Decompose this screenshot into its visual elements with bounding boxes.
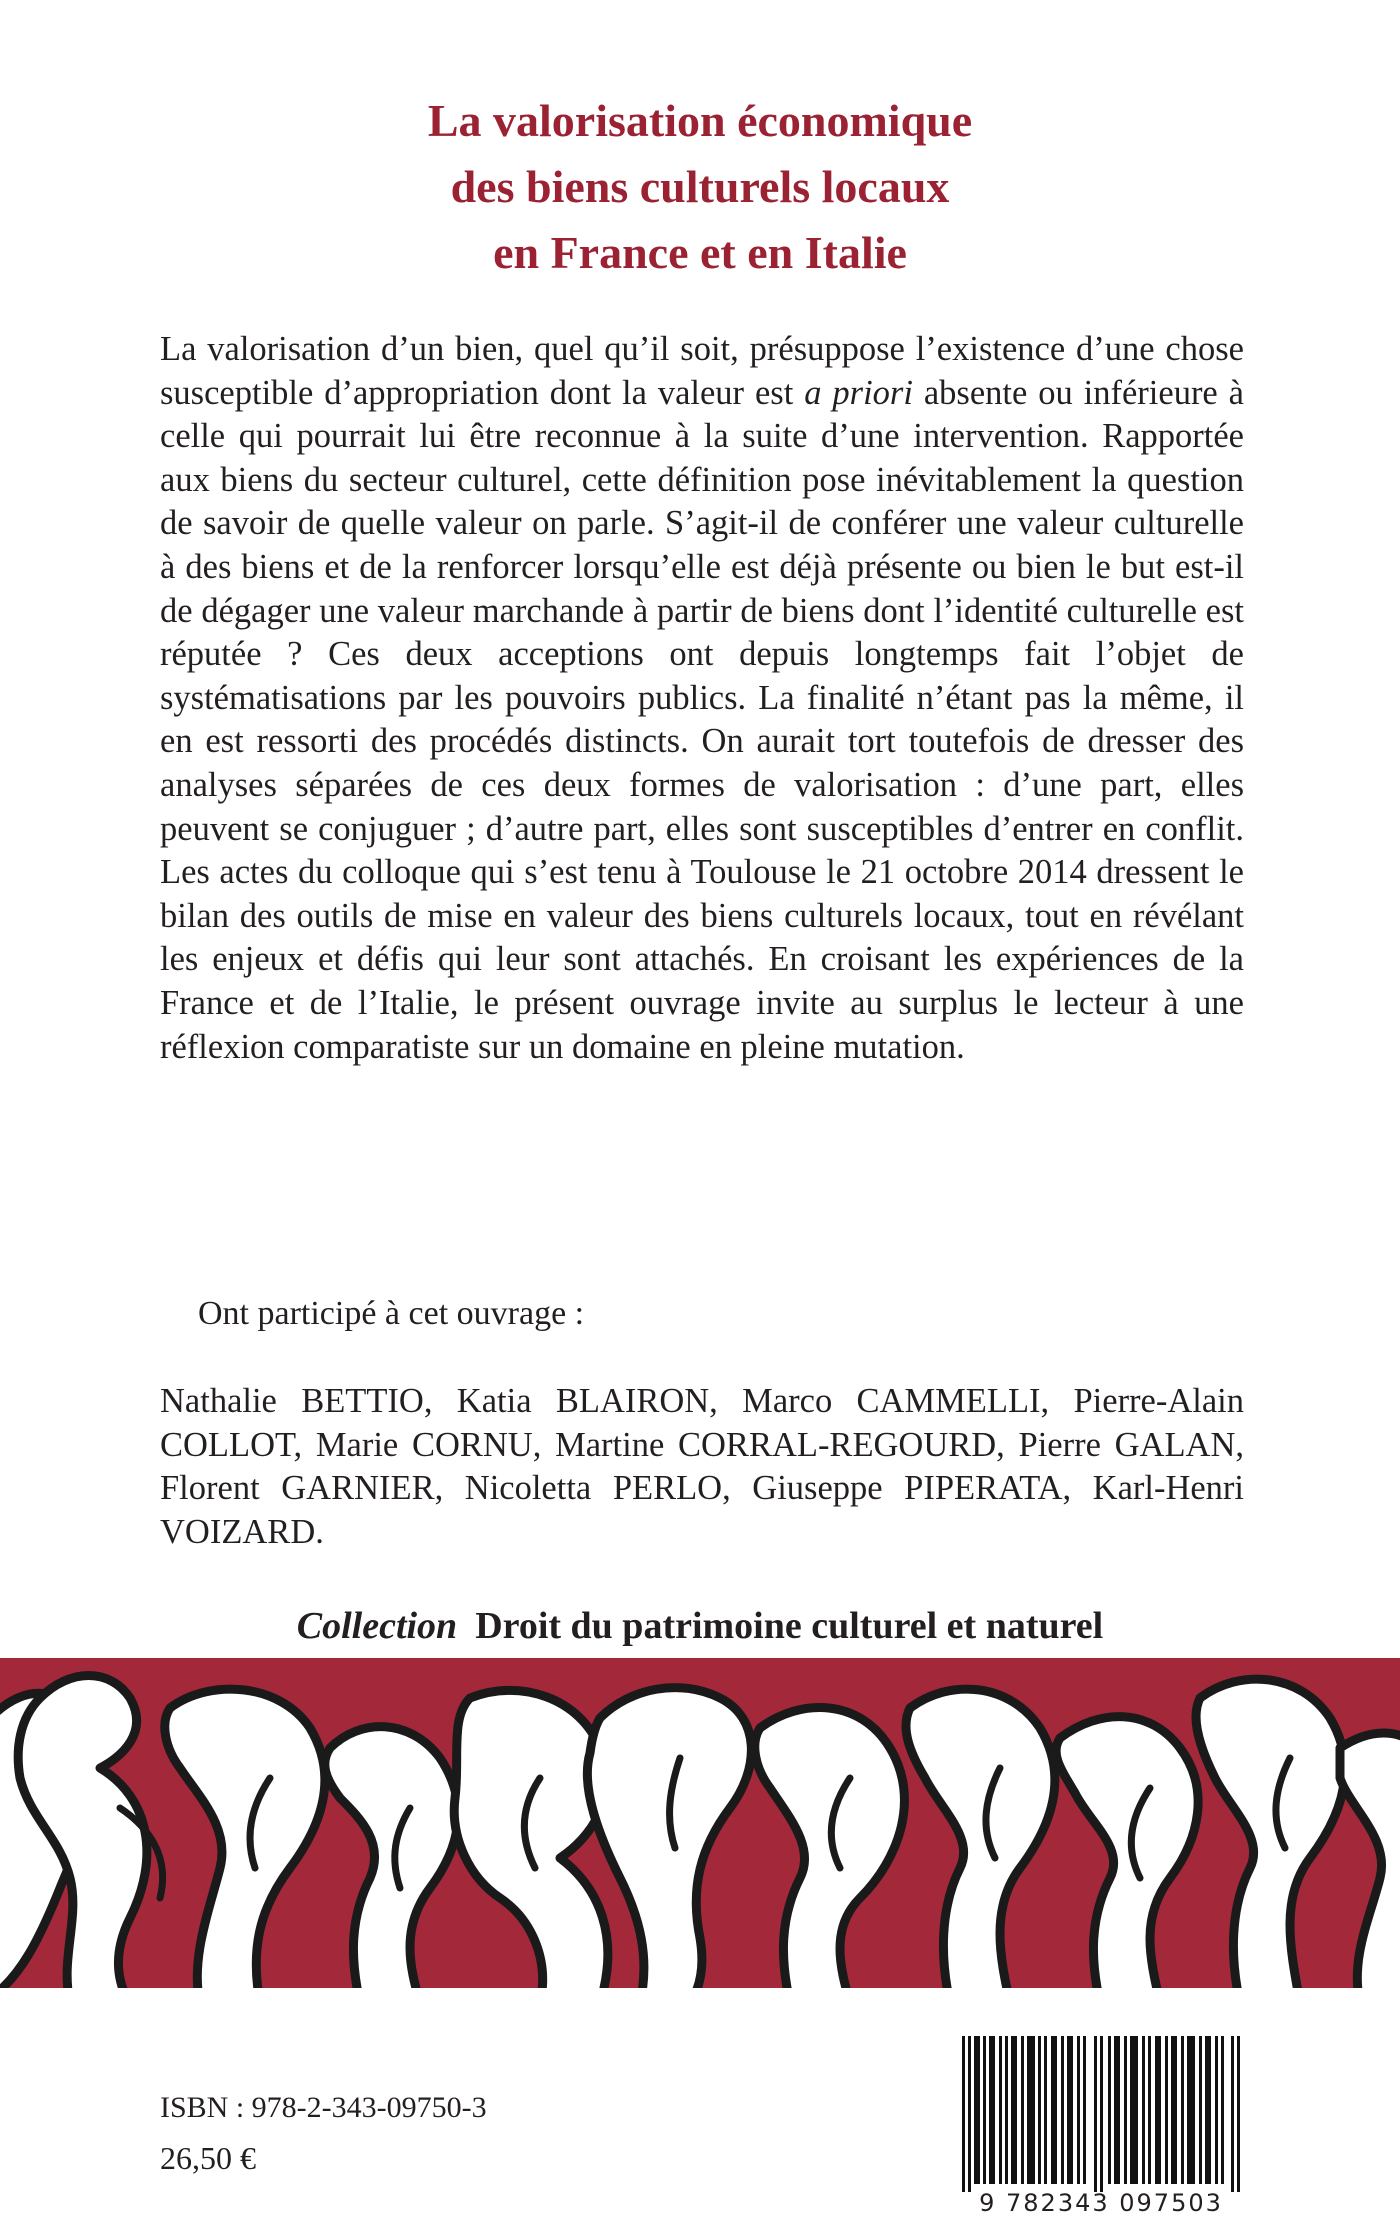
title-line-2: des biens culturels locaux — [450, 161, 950, 212]
title-line-1: La valorisation économique — [427, 95, 973, 146]
illustration-band — [0, 1658, 1400, 1988]
participants-list: Nathalie BETTIO, Katia BLAIRON, Marco CAMMELLI, Pierre-Alain COLLOT, Marie CORNU, Martine CORRAL-REGOURD, Pierre GALAN, Florent GARNIER, Nicoletta PERLO, Giuseppe PIPERATA, Karl-Henri VOIZARD. — [160, 1382, 1244, 1551]
figures-illustration — [0, 1658, 1400, 1988]
summary-italic-term: a priori — [804, 373, 913, 412]
summary-paragraph — [160, 328, 1244, 1069]
isbn-text: ISBN : 978-2-343-09750-3 — [160, 2091, 487, 2124]
collection-line — [0, 1602, 1400, 1650]
summary-intro: La valorisation d’un bien, quel qu’il soit, présuppose l’existence d’une chose susceptible d’appropriation dont la valeur est — [160, 330, 1244, 412]
barcode-bars — [958, 2036, 1244, 2192]
barcode — [958, 2036, 1244, 2192]
barcode-digits: 9 782343 097503 — [979, 2189, 1223, 2217]
collection-label: Collection — [296, 1605, 458, 1647]
participants-heading: Ont participé à cet ouvrage : — [198, 1295, 585, 1332]
summary-rest: absente ou inférieure à celle qui pourrait lui être reconnue à la suite d’une intervention. Rapportée aux biens du secteur culturel, cette définition pose inévitablement la question de savoir de quelle valeur on parle. S’agit-il de conférer une valeur culturelle à des biens et de la renforcer lorsqu’elle est déjà présente ou bien le but est-il de dégager une valeur marchande à partir de biens dont l’identité culturelle est réputée ? Ces deux acceptions ont depuis longtemps fait l’objet de systématisations par les pouvoirs publics. La finalité n’étant pas la même, il en est ressorti des procédés distincts. On aurait tort toutefois de dresser des analyses séparées de ces deux formes de valorisation : d’une part, elles peuvent se conjuguer ; d’autre part, elles sont susceptibles d’entrer en conflit. Les actes du colloque qui s’est tenu à Toulouse le 21 octobre 2014 dressent le bilan des outils de mise en valeur des biens culturels locaux, tout en révélant les enjeux et défis qui leur sont attachés. En croisant les expériences de la France et de l’Italie, le présent ouvrage invite au surplus le lecteur à une réflexion comparatiste sur un domaine en pleine mutation. — [160, 373, 1244, 1066]
title-line-3: en France et en Italie — [493, 227, 907, 278]
book-title — [0, 88, 1400, 286]
price-text: 26,50 € — [160, 2140, 256, 2176]
collection-name: Droit du patrimoine culturel et naturel — [475, 1605, 1104, 1647]
